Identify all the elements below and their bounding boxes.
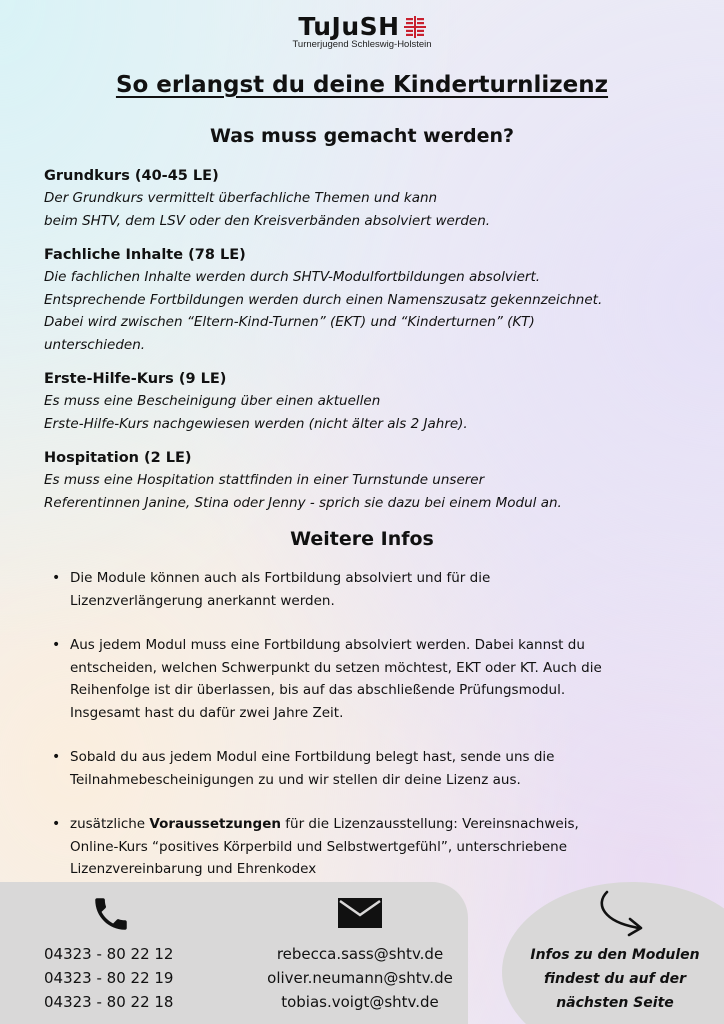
email-address[interactable]: oliver.neumann@shtv.de xyxy=(267,969,453,987)
email-address[interactable]: tobias.voigt@shtv.de xyxy=(281,993,439,1011)
infos-list xyxy=(52,567,692,903)
curved-arrow-icon xyxy=(593,888,653,940)
requirement-hospitation xyxy=(44,447,694,514)
requirement-fachliche-inhalte xyxy=(44,244,694,356)
infos-heading: Weitere Infos xyxy=(290,528,434,550)
requirement-heading: Erste-Hilfe-Kurs (9 LE) xyxy=(44,371,227,387)
page-title: So erlangst du deine Kinderturnlizenz xyxy=(115,72,609,98)
info-item: • Aus jedem Modul muss eine Fortbildung absolviert werden. Dabei kannst du entscheiden, welchen Schwerpunkt du setzen möchtest, EKT oder KT. Auch die Reihenfolge ist dir überlassen, bis auf das abschließende Prüfungsmodul. Insgesamt hast du dafür zwei Jahre Zeit. xyxy=(52,634,692,724)
phone-number[interactable]: 04323 - 80 22 19 xyxy=(44,969,174,987)
next-page-note: Infos zu den Modulen findest du auf der nächsten Seite xyxy=(530,947,700,1011)
requirement-text: Die fachlichen Inhalte werden durch SHTV-Modulfortbildungen absolviert. Entsprechende Fortbildungen werden durch einen Namenszusatz gekennzeichnet. Dabei wird zwischen “Eltern-Kind-Turnen” (EKT) und “Kinderturnen” (KT) unterschieden. xyxy=(44,269,603,353)
requirement-heading: Fachliche Inhalte (78 LE) xyxy=(44,247,246,263)
tujush-logo-icon xyxy=(404,16,426,38)
requirement-erste-hilfe xyxy=(44,368,694,435)
phone-number[interactable]: 04323 - 80 22 12 xyxy=(44,945,174,963)
info-item: • Die Module können auch als Fortbildung absolviert und für die Lizenzverlängerung anerkannt werden. xyxy=(52,567,692,612)
section-heading: Was muss gemacht werden? xyxy=(209,125,515,147)
info-prefix: zusätzliche xyxy=(70,816,150,832)
info-bold: Voraussetzungen xyxy=(149,816,281,832)
requirement-text: Es muss eine Bescheinigung über einen aktuellen Erste-Hilfe-Kurs nachgewiesen werden (nicht älter als 2 Jahre). xyxy=(44,393,468,432)
requirements-list xyxy=(44,165,694,526)
logo-subtitle: Turnerjugend Schleswig-Holstein xyxy=(292,39,432,50)
email-address[interactable]: rebecca.sass@shtv.de xyxy=(276,945,444,963)
phone-number[interactable]: 04323 - 80 22 18 xyxy=(44,993,174,1011)
info-rest: für die Lizenzausstellung: Vereinsnachweis, Online-Kurs “positives Körperbild und Selbstwertgefühl”, unterschriebene Lizenzvereinbarung und Ehrenkodex xyxy=(70,816,579,877)
requirement-text: Der Grundkurs vermittelt überfachliche Themen und kann beim SHTV, dem LSV oder den Kreisverbänden absolviert werden. xyxy=(44,190,491,229)
requirement-grundkurs xyxy=(44,165,694,232)
requirement-heading: Hospitation (2 LE) xyxy=(44,450,192,466)
mail-icon xyxy=(338,898,382,928)
email-addresses xyxy=(240,942,480,1014)
logo-text: TuJuSH xyxy=(298,12,400,41)
logo xyxy=(0,12,724,50)
phone-icon xyxy=(90,893,132,935)
info-item: • Sobald du aus jedem Modul eine Fortbildung belegt hast, sende uns die Teilnahmebescheinigungen zu und wir stellen dir deine Lizenz aus. xyxy=(52,746,692,791)
info-item xyxy=(52,813,692,881)
requirement-text: Es muss eine Hospitation stattfinden in einer Turnstunde unserer Referentinnen Janine, Stina oder Jenny - sprich sie dazu bei einem Modul an. xyxy=(44,472,562,511)
requirement-heading: Grundkurs (40-45 LE) xyxy=(44,168,219,184)
phone-numbers xyxy=(44,942,204,1014)
